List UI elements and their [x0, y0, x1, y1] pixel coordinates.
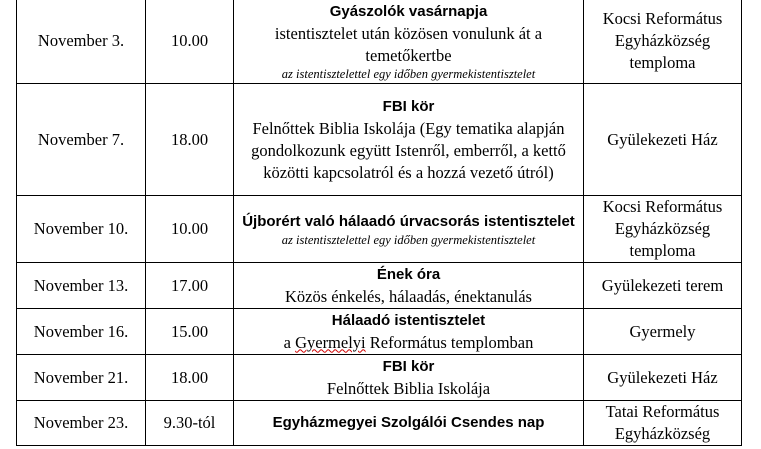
event-place: Gyülekezeti Ház	[584, 84, 742, 196]
event-time: 9.30-tól	[146, 401, 234, 446]
event-content	[234, 355, 584, 401]
event-time: 17.00	[146, 263, 234, 309]
event-date: November 13.	[17, 263, 146, 309]
event-content	[234, 401, 584, 446]
event-place: Tatai Református Egyházközség	[584, 401, 742, 446]
table-row	[17, 355, 742, 401]
event-time: 18.00	[146, 355, 234, 401]
event-description: Felnőttek Biblia Iskolája	[326, 378, 491, 398]
event-place: Kocsi Református Egyházközség temploma	[584, 0, 742, 84]
event-title: Hálaadó istentisztelet	[331, 311, 486, 329]
event-place: Gyülekezeti Ház	[584, 355, 742, 401]
event-title: Újborért való hálaadó úrvacsorás istentisztelet	[242, 212, 575, 230]
event-date: November 3.	[17, 0, 146, 84]
event-note: az istentisztelettel egy időben gyermekistentisztelet	[281, 232, 536, 247]
event-title: Gyászolók vasárnapja	[329, 2, 488, 20]
event-time: 18.00	[146, 84, 234, 196]
event-time: 15.00	[146, 309, 234, 355]
event-description: Felnőttek Biblia Iskolája (Egy tematika alapján gondolkozunk együtt Istenről, emberről, a kettő közötti kapcsolatról és a hozzá vezető útról)	[251, 118, 566, 182]
event-content	[234, 0, 584, 84]
table-row	[17, 401, 742, 446]
event-date: November 16.	[17, 309, 146, 355]
event-title: Ének óra	[376, 265, 441, 283]
event-title: FBI kör	[382, 97, 435, 115]
event-description: Közös énkelés, hálaadás, énektanulás	[285, 286, 532, 306]
event-description: istentisztelet után közösen vonulunk át a temetőkertbe	[274, 23, 543, 65]
event-place: Kocsi Református Egyházközség temploma	[584, 196, 742, 263]
event-content	[234, 263, 584, 309]
description-prefix: a	[283, 332, 296, 352]
table-row	[17, 263, 742, 309]
event-place: Gyermely	[584, 309, 742, 355]
spellcheck-marked-word: Gyermelyi	[295, 332, 366, 352]
event-date: November 7.	[17, 84, 146, 196]
table-row	[17, 84, 742, 196]
event-date: November 23.	[17, 401, 146, 446]
table-row	[17, 196, 742, 263]
event-description	[237, 332, 580, 354]
event-date: November 10.	[17, 196, 146, 263]
event-time: 10.00	[146, 0, 234, 84]
event-title: Egyházmegyei Szolgálói Csendes nap	[272, 414, 545, 431]
event-time: 10.00	[146, 196, 234, 263]
event-place: Gyülekezeti terem	[584, 263, 742, 309]
event-date: November 21.	[17, 355, 146, 401]
event-title: FBI kör	[382, 357, 435, 375]
event-content	[234, 309, 584, 355]
description-suffix: Református templomban	[365, 332, 534, 352]
event-content	[234, 196, 584, 263]
table-row	[17, 0, 742, 84]
event-note: az istentisztelettel egy időben gyermekistentisztelet	[281, 66, 536, 81]
table-row	[17, 309, 742, 355]
event-schedule-table	[16, 0, 742, 446]
event-content	[234, 84, 584, 196]
